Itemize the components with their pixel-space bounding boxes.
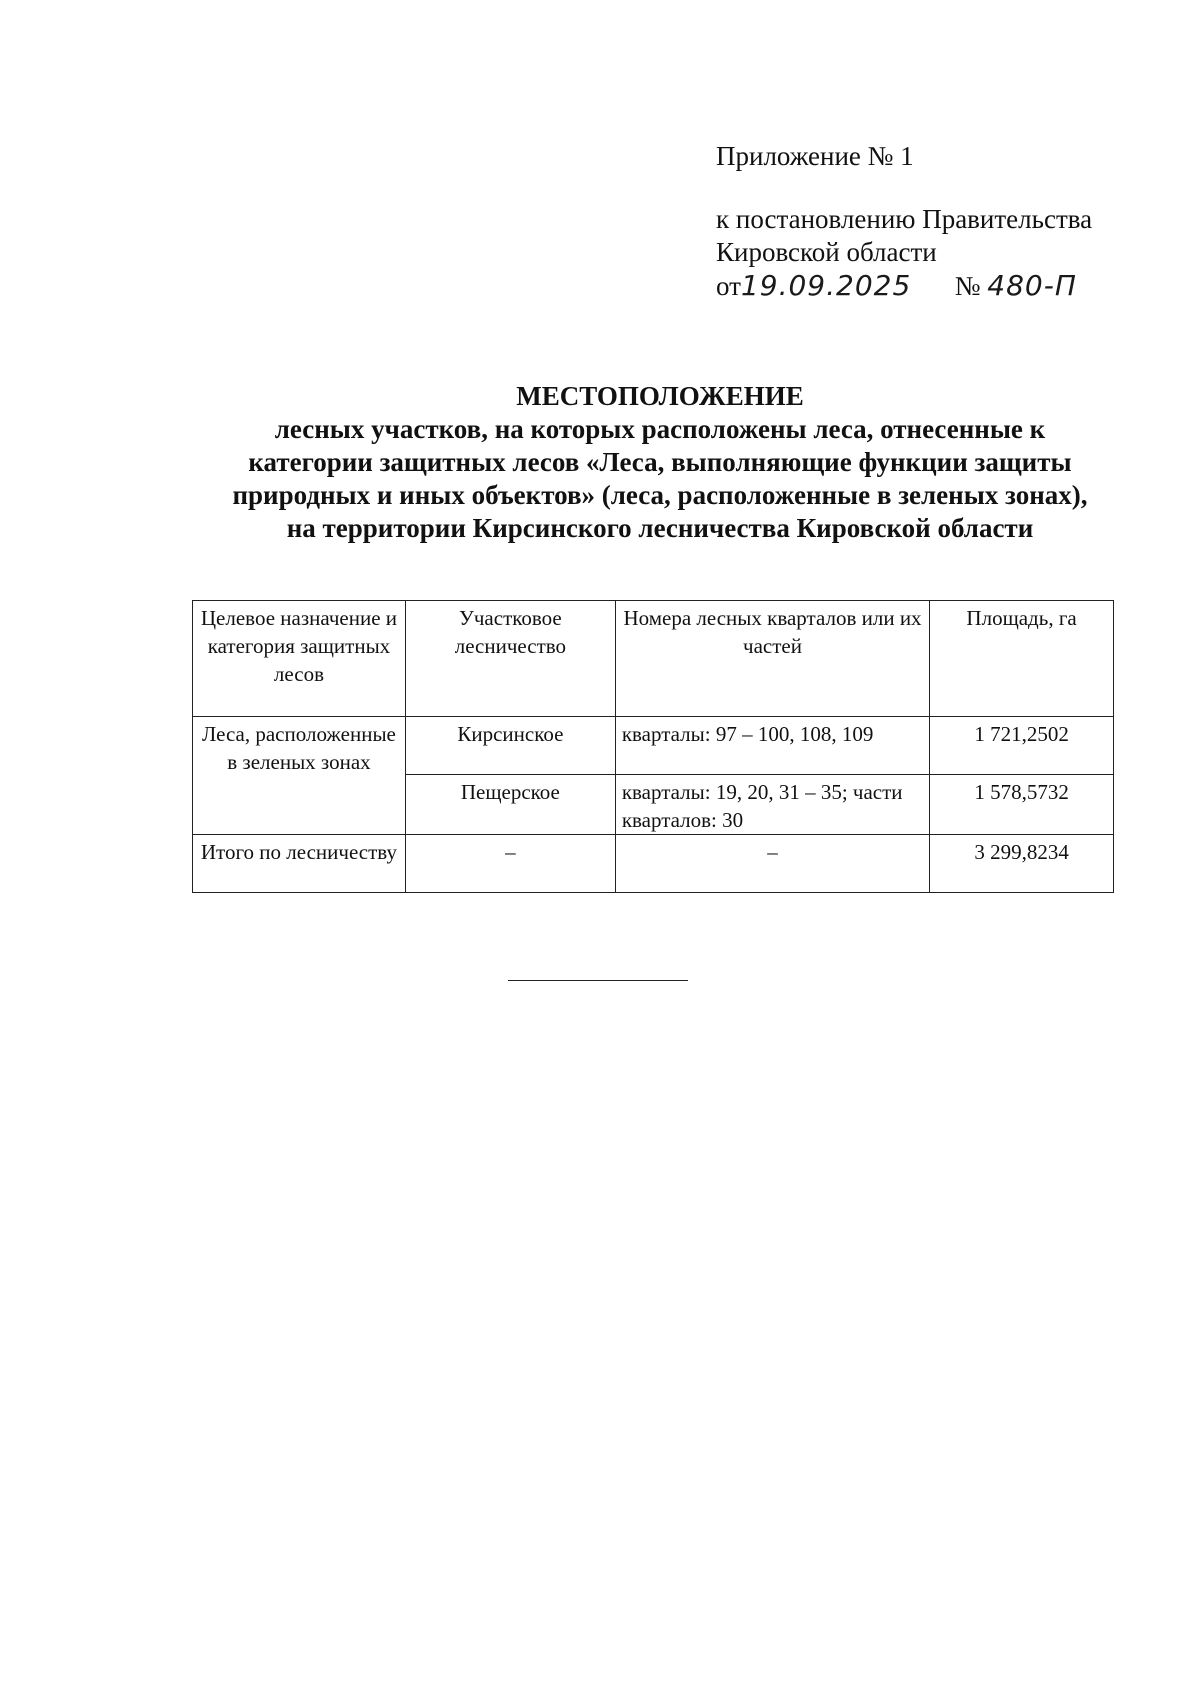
title-heading: МЕСТОПОЛОЖЕНИЕ	[516, 381, 804, 411]
title-line-3: природных и иных объектов» (леса, расположенные в зеленых зонах),	[232, 480, 1088, 510]
number-prefix: №	[954, 271, 981, 301]
total-area-cell: 3 299,8234	[930, 835, 1114, 893]
appendix-region-line: Кировской области	[716, 237, 937, 267]
appendix-date-line	[716, 269, 1156, 303]
date-prefix: от	[716, 271, 741, 301]
forestry-cell: Кирсинское	[405, 717, 615, 775]
appendix-block	[716, 140, 1156, 303]
area-cell: 1 578,5732	[930, 775, 1114, 835]
quarters-cell: кварталы: 97 – 100, 108, 109	[615, 717, 929, 775]
area-cell: 1 721,2502	[930, 717, 1114, 775]
handwritten-date: 19.09.2025	[740, 269, 912, 302]
header-purpose: Целевое назначение и категория защитных лесов	[193, 601, 406, 717]
document-title	[150, 380, 1170, 545]
forestry-cell: Пещерское	[405, 775, 615, 835]
title-line-1: лесных участков, на которых расположены леса, отнесенные к	[274, 414, 1046, 444]
forest-plots-table	[192, 600, 1114, 893]
group-label-cell: Леса, расположенные в зеленых зонах	[193, 717, 406, 835]
table-total-row	[193, 835, 1114, 893]
total-label-cell: Итого по лесничеству	[193, 835, 406, 893]
title-line-2: категории защитных лесов «Леса, выполняющие функции защиты	[248, 447, 1072, 477]
appendix-resolution-line: к постановлению Правительства	[716, 204, 1093, 234]
table-header-row	[193, 601, 1114, 717]
total-quarters-cell: –	[615, 835, 929, 893]
header-quarters: Номера лесных кварталов или их частей	[615, 601, 929, 717]
table-row	[193, 717, 1114, 775]
total-forestry-cell: –	[405, 835, 615, 893]
header-forestry: Участковое лесничество	[405, 601, 615, 717]
appendix-gap	[716, 173, 1156, 203]
header-area: Площадь, га	[930, 601, 1114, 717]
end-divider	[508, 980, 688, 981]
quarters-cell: кварталы: 19, 20, 31 – 35; части кварталов: 30	[615, 775, 929, 835]
handwritten-number: 480-П	[987, 269, 1077, 302]
appendix-number: Приложение № 1	[716, 141, 914, 171]
title-line-4: на территории Кирсинского лесничества Кировской области	[286, 513, 1034, 543]
